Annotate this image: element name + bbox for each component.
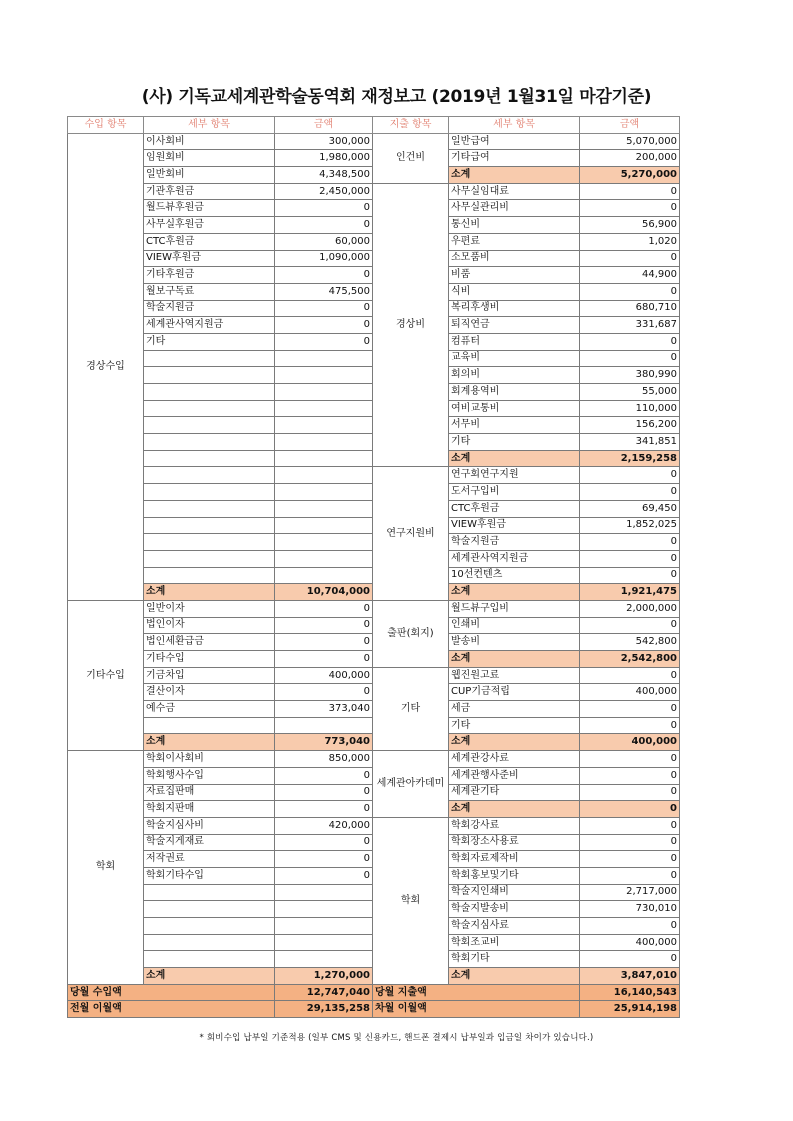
item-amount: 400,000 — [580, 684, 680, 701]
item-amount: 1,090,000 — [275, 250, 373, 267]
item-amount: 2,450,000 — [275, 183, 373, 200]
item-amount: 680,710 — [580, 300, 680, 317]
subtotal-label: 소계 — [449, 584, 580, 601]
carry-row — [68, 1001, 680, 1018]
subtotal-label: 소계 — [449, 968, 580, 985]
empty-cell — [144, 434, 275, 451]
item-amount: 156,200 — [580, 417, 680, 434]
empty-cell — [275, 934, 373, 951]
item-amount: 0 — [275, 300, 373, 317]
empty-cell — [144, 450, 275, 467]
item-amount: 2,717,000 — [580, 884, 680, 901]
item-label: 발송비 — [449, 634, 580, 651]
item-amount: 0 — [580, 183, 680, 200]
item-label: 학술지심사비 — [144, 817, 275, 834]
empty-cell — [144, 534, 275, 551]
item-label: 월드뷰구입비 — [449, 600, 580, 617]
item-label: 결산이자 — [144, 684, 275, 701]
column-header: 수입 항목 — [68, 117, 144, 134]
item-amount: 0 — [580, 250, 680, 267]
item-label: 10선컨텐츠 — [449, 567, 580, 584]
item-label: 일반이자 — [144, 600, 275, 617]
item-amount: 0 — [580, 550, 680, 567]
totals-row — [68, 984, 680, 1001]
item-label: 학술지게재료 — [144, 834, 275, 851]
item-label: 식비 — [449, 283, 580, 300]
item-amount: 0 — [580, 534, 680, 551]
item-amount: 380,990 — [580, 367, 680, 384]
item-amount: 0 — [275, 317, 373, 334]
group-label: 출판(회지) — [373, 600, 449, 667]
column-header: 세부 항목 — [144, 117, 275, 134]
item-amount: 331,687 — [580, 317, 680, 334]
item-label: 학회자료제작비 — [449, 851, 580, 868]
table-row — [68, 467, 680, 484]
empty-cell — [275, 400, 373, 417]
empty-cell — [275, 484, 373, 501]
item-amount: 0 — [580, 817, 680, 834]
subtotal-label: 소계 — [144, 968, 275, 985]
item-amount: 341,851 — [580, 434, 680, 451]
item-amount: 0 — [580, 667, 680, 684]
item-label: 학술지원금 — [144, 300, 275, 317]
item-amount: 373,040 — [275, 701, 373, 718]
table-row — [68, 183, 680, 200]
item-amount: 475,500 — [275, 283, 373, 300]
subtotal-amount: 5,270,000 — [580, 167, 680, 184]
subtotal-label: 소계 — [449, 167, 580, 184]
item-amount: 0 — [275, 634, 373, 651]
item-amount: 0 — [580, 867, 680, 884]
table-row — [68, 600, 680, 617]
empty-cell — [144, 367, 275, 384]
month-expense-label: 당월 지출액 — [373, 984, 580, 1001]
column-header: 금액 — [275, 117, 373, 134]
header-row — [68, 117, 680, 134]
item-label: 웹진원고료 — [449, 667, 580, 684]
empty-cell — [275, 534, 373, 551]
item-amount: 400,000 — [580, 934, 680, 951]
item-label: 복리후생비 — [449, 300, 580, 317]
item-amount: 0 — [275, 867, 373, 884]
empty-cell — [275, 434, 373, 451]
subtotal-amount: 10,704,000 — [275, 584, 373, 601]
item-amount: 400,000 — [275, 667, 373, 684]
group-label: 인건비 — [373, 133, 449, 183]
item-amount: 0 — [580, 751, 680, 768]
group-label: 기타 — [373, 667, 449, 750]
month-expense-amount: 16,140,543 — [580, 984, 680, 1001]
item-label: 세금 — [449, 701, 580, 718]
page-title: (사) 기독교세계관학술동역회 재정보고 (2019년 1월31일 마감기준) — [141, 87, 652, 107]
item-amount: 0 — [580, 951, 680, 968]
item-amount: 0 — [580, 617, 680, 634]
item-amount: 56,900 — [580, 217, 680, 234]
item-amount: 420,000 — [275, 817, 373, 834]
item-amount: 0 — [580, 834, 680, 851]
item-label: 학회기타 — [449, 951, 580, 968]
column-header: 세부 항목 — [449, 117, 580, 134]
empty-cell — [275, 567, 373, 584]
item-amount: 0 — [580, 851, 680, 868]
item-label: 우편료 — [449, 233, 580, 250]
group-label: 세계관아카데미 — [373, 751, 449, 818]
empty-cell — [275, 918, 373, 935]
item-amount: 0 — [580, 350, 680, 367]
item-label: 임원회비 — [144, 150, 275, 167]
empty-cell — [144, 350, 275, 367]
item-label: 소모품비 — [449, 250, 580, 267]
item-amount: 730,010 — [580, 901, 680, 918]
footnote: * 회비수입 납부일 기준적용 (일부 CMS 및 신용카드, 핸드폰 결제시 납부일과 입금일 차이가 있습니다.) — [199, 1033, 594, 1043]
item-amount: 69,450 — [580, 500, 680, 517]
item-label: 인쇄비 — [449, 617, 580, 634]
subtotal-label: 소계 — [449, 801, 580, 818]
item-label: 세계관사역지원금 — [449, 550, 580, 567]
item-label: 기관후원금 — [144, 183, 275, 200]
subtotal-amount: 400,000 — [580, 734, 680, 751]
item-amount: 0 — [580, 567, 680, 584]
item-amount: 0 — [275, 333, 373, 350]
item-label: 여비교통비 — [449, 400, 580, 417]
item-label: 세계관강사료 — [449, 751, 580, 768]
item-amount: 0 — [580, 200, 680, 217]
item-label: 기타 — [144, 333, 275, 350]
empty-cell — [144, 467, 275, 484]
subtotal-amount: 2,159,258 — [580, 450, 680, 467]
subtotal-label: 소계 — [144, 734, 275, 751]
table-row — [68, 667, 680, 684]
item-amount: 0 — [275, 200, 373, 217]
table-row — [68, 751, 680, 768]
item-label: 학회이사회비 — [144, 751, 275, 768]
item-label: 학술지원금 — [449, 534, 580, 551]
item-amount: 0 — [580, 767, 680, 784]
group-label: 기타수입 — [68, 600, 144, 750]
empty-cell — [275, 901, 373, 918]
month-income-label: 당월 수입액 — [68, 984, 275, 1001]
group-label: 연구지원비 — [373, 467, 449, 601]
empty-cell — [275, 467, 373, 484]
item-amount: 0 — [275, 801, 373, 818]
item-label: 교육비 — [449, 350, 580, 367]
item-label: 학회지판매 — [144, 801, 275, 818]
item-label: 기타 — [449, 717, 580, 734]
item-label: 사무실후원금 — [144, 217, 275, 234]
next-carry-amount: 25,914,198 — [580, 1001, 680, 1018]
item-amount: 542,800 — [580, 634, 680, 651]
subtotal-label: 소계 — [449, 734, 580, 751]
item-amount: 0 — [580, 283, 680, 300]
item-amount: 0 — [275, 851, 373, 868]
item-label: 학회조교비 — [449, 934, 580, 951]
item-label: 학회행사수입 — [144, 767, 275, 784]
column-header: 지출 항목 — [373, 117, 449, 134]
month-income-amount: 12,747,040 — [275, 984, 373, 1001]
empty-cell — [144, 934, 275, 951]
prev-carry-label: 전월 이월액 — [68, 1001, 275, 1018]
item-amount: 200,000 — [580, 150, 680, 167]
item-label: 월보구독료 — [144, 283, 275, 300]
empty-cell — [275, 517, 373, 534]
item-label: VIEW후원금 — [449, 517, 580, 534]
item-label: 학회기타수입 — [144, 867, 275, 884]
item-label: 사무실관리비 — [449, 200, 580, 217]
item-amount: 60,000 — [275, 233, 373, 250]
table-row — [68, 133, 680, 150]
empty-cell — [144, 918, 275, 935]
item-label: 기타 — [449, 434, 580, 451]
item-label: 통신비 — [449, 217, 580, 234]
empty-cell — [275, 384, 373, 401]
empty-cell — [275, 550, 373, 567]
item-amount: 0 — [580, 717, 680, 734]
empty-cell — [144, 500, 275, 517]
item-amount: 110,000 — [580, 400, 680, 417]
item-label: 서무비 — [449, 417, 580, 434]
item-amount: 0 — [275, 684, 373, 701]
subtotal-amount: 1,270,000 — [275, 968, 373, 985]
empty-cell — [144, 517, 275, 534]
item-amount: 0 — [275, 267, 373, 284]
item-label: 학술지인쇄비 — [449, 884, 580, 901]
empty-cell — [144, 717, 275, 734]
empty-cell — [144, 901, 275, 918]
item-label: CTC후원금 — [144, 233, 275, 250]
item-label: VIEW후원금 — [144, 250, 275, 267]
empty-cell — [144, 384, 275, 401]
item-amount: 4,348,500 — [275, 167, 373, 184]
item-label: 회계용역비 — [449, 384, 580, 401]
table-row — [68, 817, 680, 834]
item-amount: 0 — [580, 333, 680, 350]
item-label: 비품 — [449, 267, 580, 284]
subtotal-label: 소계 — [144, 584, 275, 601]
empty-cell — [144, 884, 275, 901]
item-amount: 5,070,000 — [580, 133, 680, 150]
item-amount: 1,020 — [580, 233, 680, 250]
empty-cell — [144, 417, 275, 434]
item-amount: 0 — [580, 918, 680, 935]
empty-cell — [144, 951, 275, 968]
item-amount: 0 — [275, 784, 373, 801]
item-amount: 0 — [275, 767, 373, 784]
group-label: 학회 — [373, 817, 449, 984]
item-label: 일반급여 — [449, 133, 580, 150]
empty-cell — [144, 550, 275, 567]
item-amount: 0 — [275, 834, 373, 851]
column-header: 금액 — [580, 117, 680, 134]
item-amount: 0 — [275, 600, 373, 617]
empty-cell — [275, 884, 373, 901]
item-label: 기타수입 — [144, 651, 275, 668]
item-label: 학회홍보및기타 — [449, 867, 580, 884]
item-label: 일반회비 — [144, 167, 275, 184]
subtotal-amount: 3,847,010 — [580, 968, 680, 985]
item-label: 학회장소사용료 — [449, 834, 580, 851]
item-amount: 0 — [580, 784, 680, 801]
empty-cell — [275, 500, 373, 517]
item-label: 기타급여 — [449, 150, 580, 167]
item-label: 월드뷰후원금 — [144, 200, 275, 217]
item-label: 퇴직연금 — [449, 317, 580, 334]
prev-carry-amount: 29,135,258 — [275, 1001, 373, 1018]
item-label: 예수금 — [144, 701, 275, 718]
empty-cell — [144, 484, 275, 501]
item-label: 도서구입비 — [449, 484, 580, 501]
item-amount: 44,900 — [580, 267, 680, 284]
item-label: 기금차입 — [144, 667, 275, 684]
subtotal-amount: 0 — [580, 801, 680, 818]
item-amount: 0 — [580, 484, 680, 501]
next-carry-label: 차월 이월액 — [373, 1001, 580, 1018]
item-label: 사무실임대료 — [449, 183, 580, 200]
item-amount: 2,000,000 — [580, 600, 680, 617]
group-label: 학회 — [68, 751, 144, 985]
subtotal-label: 소계 — [449, 450, 580, 467]
item-amount: 300,000 — [275, 133, 373, 150]
empty-cell — [275, 717, 373, 734]
item-amount: 0 — [275, 651, 373, 668]
item-label: CUP기금적립 — [449, 684, 580, 701]
item-label: 연구회연구지원 — [449, 467, 580, 484]
empty-cell — [275, 417, 373, 434]
item-amount: 0 — [275, 617, 373, 634]
finance-table — [67, 116, 680, 1018]
item-amount: 0 — [580, 701, 680, 718]
empty-cell — [275, 951, 373, 968]
item-label: 학술지심사료 — [449, 918, 580, 935]
item-amount: 850,000 — [275, 751, 373, 768]
subtotal-amount: 773,040 — [275, 734, 373, 751]
item-label: 세계관기타 — [449, 784, 580, 801]
item-label: 컴퓨터 — [449, 333, 580, 350]
item-amount: 1,852,025 — [580, 517, 680, 534]
item-label: 세계관행사준비 — [449, 767, 580, 784]
item-label: 저작권료 — [144, 851, 275, 868]
subtotal-amount: 2,542,800 — [580, 651, 680, 668]
group-label: 경상수입 — [68, 133, 144, 600]
empty-cell — [144, 567, 275, 584]
subtotal-label: 소계 — [449, 651, 580, 668]
subtotal-amount: 1,921,475 — [580, 584, 680, 601]
item-label: 법인이자 — [144, 617, 275, 634]
item-label: 기타후원금 — [144, 267, 275, 284]
item-label: 학술지발송비 — [449, 901, 580, 918]
empty-cell — [275, 350, 373, 367]
item-label: 법인세환급금 — [144, 634, 275, 651]
item-amount: 0 — [580, 467, 680, 484]
group-label: 경상비 — [373, 183, 449, 467]
empty-cell — [144, 400, 275, 417]
item-amount: 55,000 — [580, 384, 680, 401]
empty-cell — [275, 450, 373, 467]
item-label: 회의비 — [449, 367, 580, 384]
item-label: 학회강사료 — [449, 817, 580, 834]
empty-cell — [275, 367, 373, 384]
item-amount: 1,980,000 — [275, 150, 373, 167]
item-label: 이사회비 — [144, 133, 275, 150]
item-label: 자료집판매 — [144, 784, 275, 801]
item-label: CTC후원금 — [449, 500, 580, 517]
item-label: 세계관사역지원금 — [144, 317, 275, 334]
item-amount: 0 — [275, 217, 373, 234]
